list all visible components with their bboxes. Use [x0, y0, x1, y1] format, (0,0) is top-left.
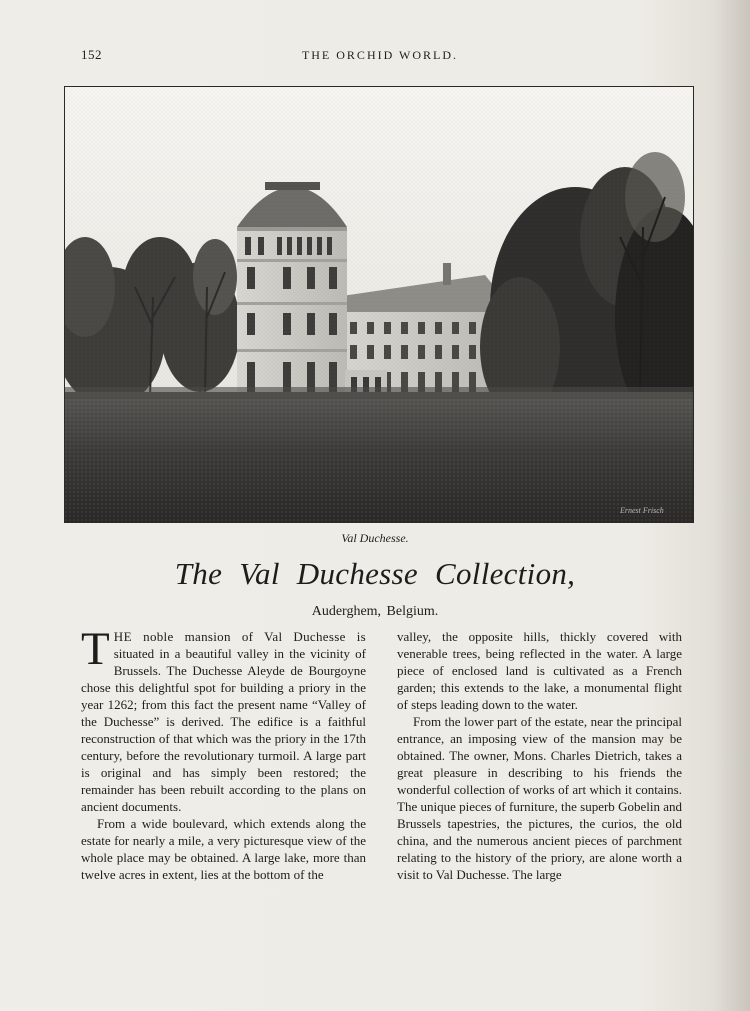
paragraph-4: From the lower part of the estate, near the principal entrance, an imposing view of the mansion may be obtained. The owner, Mons. Charles Dietrich, takes a great pleasure in describing to his friends the wonderful collection of works of art which it contains. The unique pieces of furniture, the superb Gobelin and Brussels tapestries, the pictures, the curios, the old china, and the numerous ancient pieces of parchment relating to the history of the priory, are alone worth a visit to Val Duchesse. The large: [397, 714, 682, 882]
drop-cap: T: [81, 623, 110, 675]
paragraph-2: From a wide boulevard, which extends along the estate for nearly a mile, a very picturesque view of the whole place may be obtained. A large lake, more than twelve acres in extent, lies at the bottom of the: [81, 816, 366, 882]
paragraph-1: [81, 623, 366, 815]
running-head: [0, 47, 750, 67]
article-title: The Val Duchesse Collection,: [174, 556, 576, 591]
photo-val-duchesse: [64, 86, 694, 523]
journal-title: THE ORCHID WORLD.: [301, 48, 459, 62]
photo-signature: Ernest Frisch: [620, 506, 664, 515]
first-word-rest: HE: [113, 629, 133, 644]
text-column-left: [81, 623, 366, 883]
paragraph-3: valley, the opposite hills, thickly covered with venerable trees, being reflected in the water. A large piece of enclosed land is cultivated as a French garden; this extends to the lake, a monumental flight of steps leading down to the water.: [397, 629, 682, 712]
page-number: 152: [81, 47, 102, 62]
text-column-right: [397, 628, 682, 883]
figure-caption: Val Duchesse.: [341, 531, 409, 545]
paragraph-1-text: noble mansion of Val Duchesse is situated in a beautiful valley in the vicinity of Brussels. The Duchesse Aleyde de Bourgoyne chose this delightful spot for building a priory in the year 1262; from this fact the present name “Valley of the Duchesse” is derived. The edifice is a faithful reconstruction of that which was the priory in the 17th century, before the revolutionary turmoil. A large part is original and has simply been restored; the remainder has been rebuilt according to the plans on ancient documents.: [81, 629, 366, 814]
article-subtitle: Auderghem, Belgium.: [311, 604, 439, 619]
